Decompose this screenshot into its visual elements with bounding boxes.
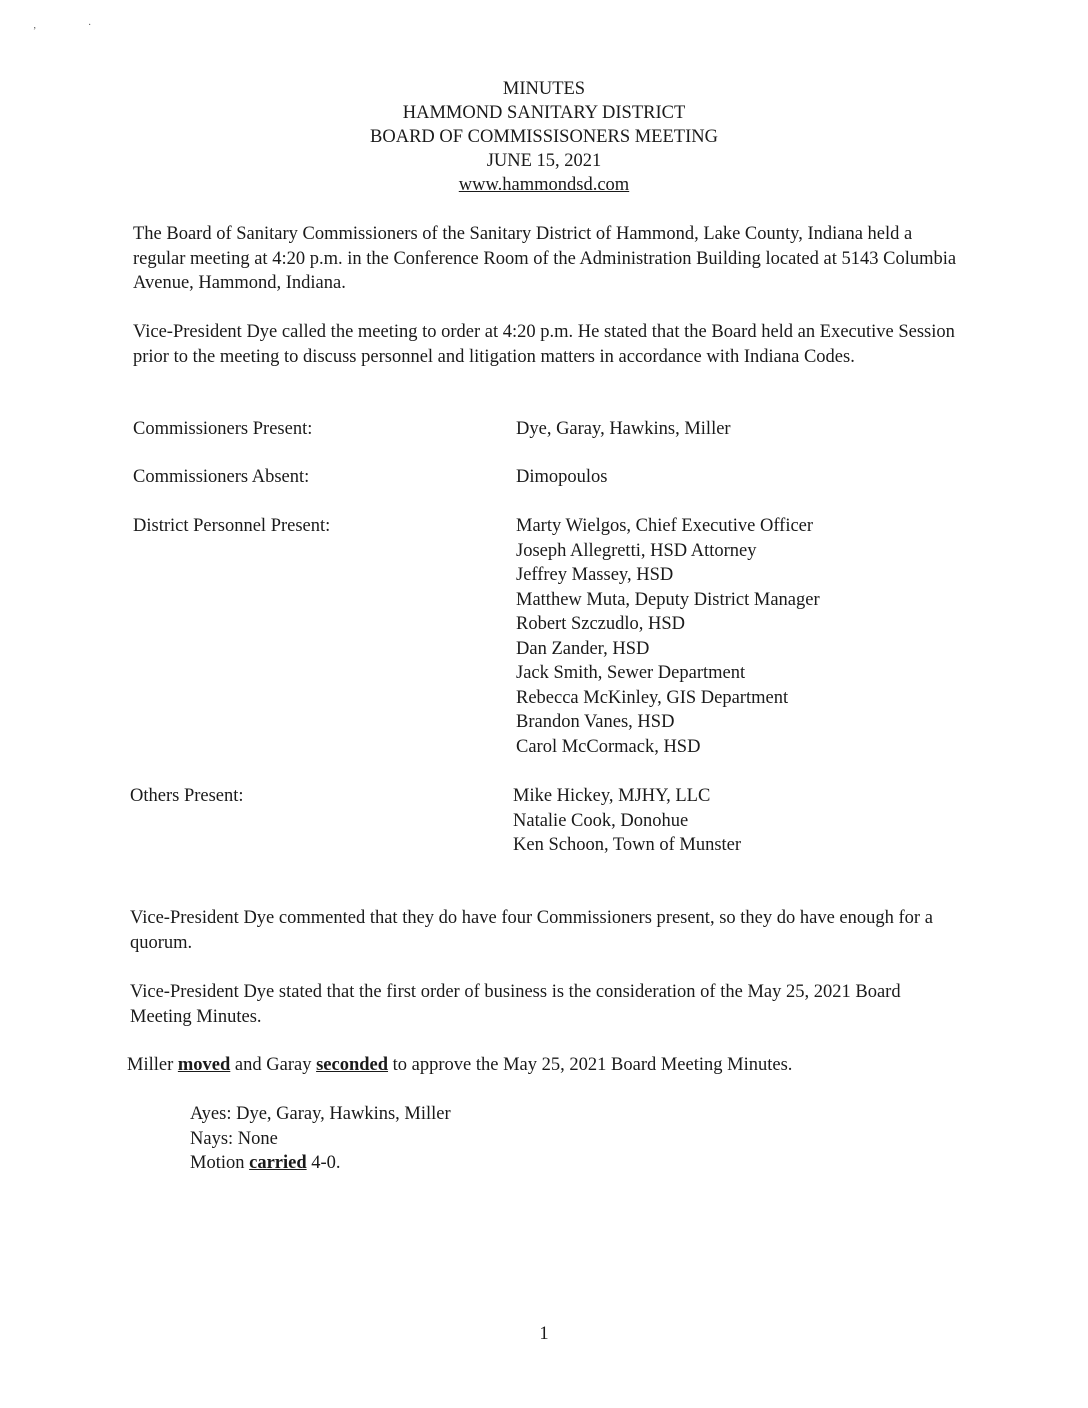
- vote-motion-prefix: Motion: [190, 1153, 245, 1173]
- personnel-item: Matthew Muta, Deputy District Manager: [516, 589, 820, 610]
- personnel-present-label: District Personnel Present:: [133, 516, 331, 536]
- vote-carried-word: carried: [249, 1153, 307, 1173]
- personnel-item: Rebecca McKinley, GIS Department: [516, 687, 789, 708]
- others-present-label: Others Present:: [130, 786, 244, 806]
- personnel-item: Joseph Allegretti, HSD Attorney: [516, 540, 757, 561]
- header-url: www.hammondsd.com: [458, 175, 630, 195]
- document-page: ‚ · MINUTES HAMMOND SANITARY DISTRICT BOARD OF COMMISSISONERS MEETING JUNE 15, 2021 www.hammondsd.com The Board of Sanitary Commissioners of the Sanitary District of Hammond, Lake County, Indiana held a regular meeting at 4:20 p.m. in the Conference Room of the Administration Building located at 5143 Columbia Avenue, Hammond, Indiana. Vice-President Dye called the meeting to order at 4:20 p.m. He stated that the Board held an Executive Session prior to the meeting to discuss personnel and litigation matters in accordance with Indiana Codes. Commissioners Present: Dye, Garay, Hawkins, Miller Commissioners Absent: Dimopoulos District Personnel Present: Marty Wielgos, Chief Executive Officer Joseph Allegretti, HSD Attorney Jeffrey Massey, HSD Matthew Muta, Deputy District Manager Robert Szczudlo, HSD Dan Zander, HSD Jack Smith, Sewer Department Rebecca McKinley, GIS Department Brandon Vanes, HSD Carol McCormack, HSD Others Present: Mike Hickey, MJHY, LLC Natalie Cook, Donohue Ken Schoon, Town of Munster Vice-President Dye commented that they do have four Commissioners present, so they do have enough for a quorum. Vice-President Dye stated that the first order of business is the consideration of the May 25, 2021 Board Meeting Minutes. Miller moved and Garay seconded to approve the May 25, 2021 Board Meeting Minutes. Ayes: Dye, Garay, Hawkins, Miller Nays: None Motion carried 4-0. 1: [0, 0, 1088, 1408]
- personnel-item: Robert Szczudlo, HSD: [516, 614, 686, 634]
- vote-nays: Nays: None: [190, 1128, 278, 1149]
- first-order-paragraph: Vice-President Dye stated that the first order of business is the consideration of the May 25, 2021 Board Meeting Minutes.: [130, 982, 901, 1027]
- personnel-item: Jeffrey Massey, HSD: [516, 565, 674, 585]
- page-number: 1: [539, 1324, 549, 1344]
- commissioners-absent-value: Dimopoulos: [516, 467, 608, 487]
- personnel-item: Carol McCormack, HSD: [516, 736, 701, 757]
- header-organization: HAMMOND SANITARY DISTRICT: [402, 103, 686, 123]
- header-title: MINUTES: [502, 79, 586, 99]
- personnel-item: Marty Wielgos, Chief Executive Officer: [516, 516, 814, 536]
- personnel-item: Dan Zander, HSD: [516, 638, 650, 659]
- personnel-list: [516, 514, 820, 759]
- vote-result: [190, 1151, 451, 1176]
- commissioners-absent-label: Commissioners Absent:: [133, 467, 310, 487]
- motion-seconded-word: seconded: [316, 1055, 389, 1075]
- motion-mover: Miller: [127, 1055, 174, 1075]
- others-item: Natalie Cook, Donohue: [513, 810, 689, 831]
- commissioners-present-label: Commissioners Present:: [133, 419, 313, 439]
- personnel-item: Jack Smith, Sewer Department: [516, 663, 746, 683]
- motion-and-text: and Garay: [234, 1055, 312, 1075]
- document-header: [0, 77, 1088, 197]
- header-date: JUNE 15, 2021: [486, 151, 602, 171]
- others-item: Ken Schoon, Town of Munster: [513, 835, 742, 855]
- vote-block: [190, 1102, 451, 1176]
- motion-rest: to approve the May 25, 2021 Board Meeting Minutes.: [392, 1055, 793, 1075]
- call-to-order-paragraph: Vice-President Dye called the meeting to order at 4:20 p.m. He stated that the Board held an Executive Session prior to the meeting to discuss personnel and litigation matters in accordance with Indiana Codes.: [133, 322, 955, 367]
- commissioners-present-value: Dye, Garay, Hawkins, Miller: [516, 419, 731, 439]
- header-meeting: BOARD OF COMMISSISONERS MEETING: [370, 127, 718, 147]
- others-item: Mike Hickey, MJHY, LLC: [513, 786, 711, 806]
- others-list: [513, 784, 741, 858]
- quorum-paragraph: Vice-President Dye commented that they do have four Commissioners present, so they do have enough for a quorum.: [130, 908, 933, 953]
- motion-moved-word: moved: [177, 1055, 231, 1075]
- vote-result-count: 4-0.: [311, 1153, 341, 1173]
- motion-paragraph: [127, 1053, 987, 1078]
- intro-paragraph: The Board of Sanitary Commissioners of the Sanitary District of Hammond, Lake County, Indiana held a regular meeting at 4:20 p.m. in the Conference Room of the Administration Building located at 5143 Columbia Avenue, Hammond, Indiana.: [133, 224, 957, 293]
- personnel-item: Brandon Vanes, HSD: [516, 712, 675, 732]
- vote-ayes: Ayes: Dye, Garay, Hawkins, Miller: [190, 1104, 451, 1124]
